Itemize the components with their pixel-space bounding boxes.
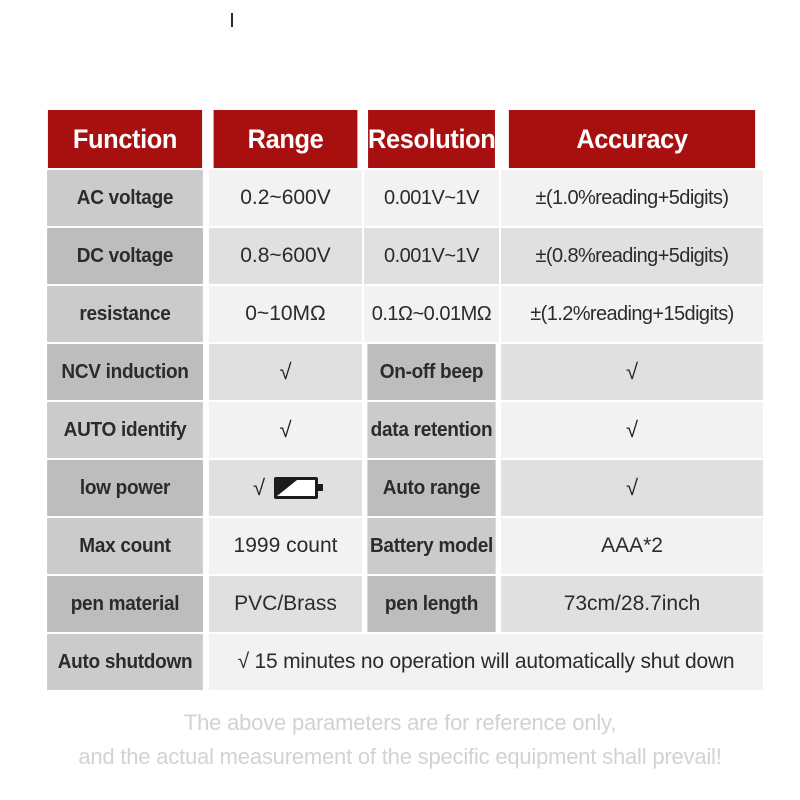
cell-dc-range: 0.8~600V — [209, 228, 362, 284]
row-label-resistance: resistance — [47, 286, 203, 342]
cell-data-retention-check: √ — [501, 402, 763, 458]
row-label-ac-voltage: AC voltage — [47, 170, 203, 226]
table-row — [43, 402, 763, 458]
cell-ac-resolution: 0.001V~1V — [364, 170, 499, 226]
row-label-pen-length: pen length — [367, 576, 495, 632]
row-label-max-count: Max count — [47, 518, 203, 574]
cell-auto-identify-check: √ — [209, 402, 362, 458]
table-row — [43, 634, 763, 690]
row-label-data-retention: data retention — [367, 402, 495, 458]
column-header-resolution: Resolution — [368, 110, 495, 168]
table-row — [43, 576, 763, 632]
cell-on-off-beep-check: √ — [501, 344, 763, 400]
disclaimer-line-2: and the actual measurement of the specific equipment shall prevail! — [78, 744, 722, 769]
cell-ac-accuracy: ±(1.0%reading+5digits) — [501, 170, 763, 226]
column-header-function: Function — [48, 110, 202, 168]
table-row — [43, 518, 763, 574]
cell-low-power-indicator — [209, 460, 362, 516]
table-row — [43, 170, 763, 226]
column-header-accuracy: Accuracy — [509, 110, 755, 168]
column-header-range: Range — [214, 110, 358, 168]
table-header — [43, 110, 763, 168]
table-row — [43, 286, 763, 342]
table-row — [43, 228, 763, 284]
cell-battery-model-value: AAA*2 — [501, 518, 763, 574]
row-label-on-off-beep: On-off beep — [367, 344, 495, 400]
cell-pen-length-value: 73cm/28.7inch — [501, 576, 763, 632]
cell-resistance-accuracy: ±(1.2%reading+15digits) — [501, 286, 763, 342]
cell-dc-accuracy: ±(0.8%reading+5digits) — [501, 228, 763, 284]
cell-ac-range: 0.2~600V — [209, 170, 362, 226]
cell-resistance-range: 0~10MΩ — [209, 286, 362, 342]
cell-resistance-resolution: 0.1Ω~0.01MΩ — [364, 286, 499, 342]
table-body — [43, 170, 763, 690]
row-label-ncv-induction: NCV induction — [47, 344, 203, 400]
low-power-check: √ — [252, 475, 266, 500]
cell-auto-shutdown-description: √ 15 minutes no operation will automatically shut down — [209, 634, 763, 690]
cell-auto-range-check: √ — [501, 460, 763, 516]
row-label-battery-model: Battery model — [367, 518, 495, 574]
table-row — [43, 344, 763, 400]
battery-terminal — [318, 484, 323, 491]
row-label-auto-range: Auto range — [367, 460, 495, 516]
row-label-auto-shutdown: Auto shutdown — [47, 634, 203, 690]
top-tick-artifact — [231, 13, 233, 27]
cell-max-count-value: 1999 count — [209, 518, 362, 574]
header-row — [43, 110, 763, 168]
battery-low-icon — [274, 477, 318, 499]
row-label-pen-material: pen material — [47, 576, 203, 632]
specification-table — [41, 108, 765, 692]
table-row — [43, 460, 763, 516]
cell-dc-resolution: 0.001V~1V — [364, 228, 499, 284]
specification-table-container — [41, 108, 763, 692]
disclaimer-line-1: The above parameters are for reference only, — [183, 710, 617, 735]
row-label-dc-voltage: DC voltage — [47, 228, 203, 284]
battery-fill — [277, 480, 297, 496]
cell-ncv-check: √ — [209, 344, 362, 400]
row-label-auto-identify: AUTO identify — [47, 402, 203, 458]
row-label-low-power: low power — [47, 460, 203, 516]
cell-pen-material-value: PVC/Brass — [209, 576, 362, 632]
disclaimer-footer — [0, 706, 800, 774]
